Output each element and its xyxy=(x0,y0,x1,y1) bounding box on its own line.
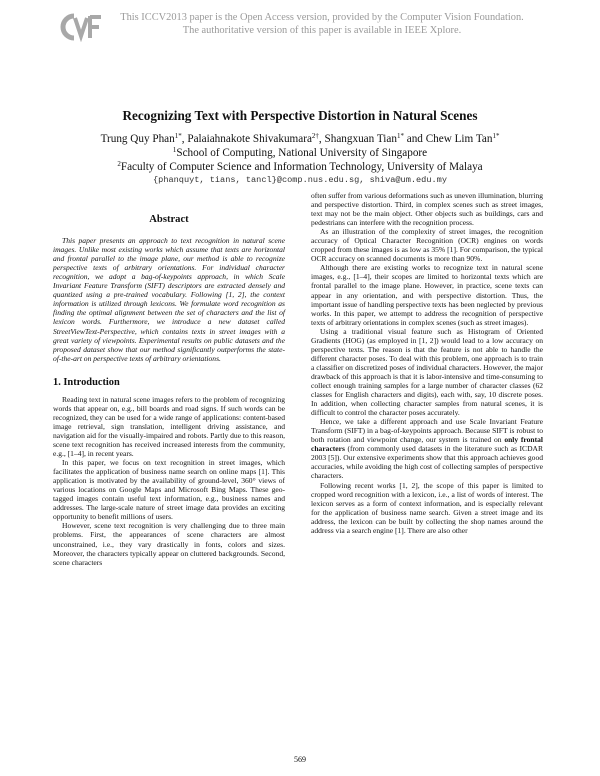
banner-line-1: This ICCV2013 paper is the Open Access version, provided by the Computer Vision Foundation. xyxy=(120,12,524,23)
author-mark: 1* xyxy=(396,132,404,140)
author-name: Chew Lim Tan xyxy=(425,133,493,145)
affiliation-number: 2 xyxy=(117,160,121,168)
emphasis-text: only frontal characters xyxy=(311,435,544,454)
author-and: and xyxy=(403,133,426,145)
right-column xyxy=(311,191,543,535)
body-paragraph xyxy=(311,417,543,480)
affiliation-1 xyxy=(40,147,560,159)
banner-line-2: The authoritative version of this paper is available in IEEE Xplore. xyxy=(182,24,462,36)
author-emails: {phanquyt, tians, tancl}@comp.nus.edu.sg, shiva@um.edu.my xyxy=(153,175,447,185)
author-name: Shangxuan Tian xyxy=(324,133,397,145)
abstract-section xyxy=(53,236,285,363)
affiliation-number: 1 xyxy=(172,146,177,154)
body-text: (from commonly used datasets in the literature such as ICDAR 2003 [5]). Our extensive experiments show that this approach achieves good accuracies, while avoiding the high cost of collecting samples of perspective characters. xyxy=(311,444,543,481)
body-paragraph: As an illustration of the complexity of street images, the recognition accuracy of Optical Character Recognition (OCR) engines on words cropped from these images is as low as 35% [1]. For comparison, the typical OCR accuracy on scanned documents is more than 90%. xyxy=(311,227,543,264)
author-mark: 2† xyxy=(311,132,319,140)
page-number: 569 xyxy=(294,755,306,764)
left-column xyxy=(53,207,285,567)
body-paragraph: Although there are existing works to recognize text in natural scene images, e.g., [1–4], their scopes are limited to horizontal texts which are frontal parallel to the image plane. However, in practice, scene texts can appear in any orientation, and with perspective distortion. Thus, the important issue of handling perspective texts has been neglected by previous works. In this paper, we attempt to address the recognition of perspective texts of arbitrary orientations in complex scenes (such as street images). xyxy=(311,263,543,327)
author-list xyxy=(40,133,560,145)
introduction-heading: 1. Introduction xyxy=(53,376,120,388)
intro-paragraph: However, scene text recognition is very challenging due to three main problems. First, the appearances of scene characters are almost unconstrained, i.e., they vary drastically in fonts, colors and sizes. Moreover, the characters typically appear on cluttered backgrounds. Second, scene characters xyxy=(53,521,285,567)
body-paragraph: Following recent works [1, 2], the scope of this paper is limited to cropped word recognition with a lexicon, i.e., a list of words of interest. The lexicon serves as a form of context information, and is especially relevant for the application of business name search. Given a street image and its address, the lexicon can be built by collecting the shop names around the address via a search engine [1]. There are also other xyxy=(311,480,543,535)
author-name: Trung Quy Phan xyxy=(100,133,175,145)
body-text: Hence, we take a different approach and use Scale Invariant Feature Transform (SIFT) in a bag-of-keypoints approach. Because SIFT is robust to both rotation and viewpoint change, our system is trained on xyxy=(311,417,543,445)
open-access-banner xyxy=(112,12,532,37)
cvf-logo xyxy=(60,12,104,42)
author-mark: 1* xyxy=(492,132,500,140)
author-mark: 1* xyxy=(174,132,182,140)
author-separator: , xyxy=(181,133,188,145)
paper-title: Recognizing Text with Perspective Distortion in Natural Scenes xyxy=(122,108,478,123)
author-name: Palaiahnakote Shivakumara xyxy=(187,133,312,145)
affiliation-text: School of Computing, National University of Singapore xyxy=(176,147,428,159)
abstract-heading: Abstract xyxy=(149,214,189,225)
body-paragraph: Using a traditional visual feature such as Histogram of Oriented Gradients (HOG) (as employed in [1, 2]) would lead to a low accuracy on perspective texts. The reason is that the feature is not able to handle the different character poses. To deal with this problem, one approach is to train a classifier on discretized poses of individual characters. However, the major drawback of this approach is that it is labor-intensive and time-consuming to collect enough training samples for a large number of character classes (62 classes for English characters and digits), each with, say, 10 discrete poses. In addition, when collecting character samples from natural scenes, it is difficult to control the character poses accurately. xyxy=(311,326,543,418)
intro-paragraph: In this paper, we focus on text recognition in street images, which facilitates the application of business name search on online maps [1]. This application is motivated by the availability of ground-level, 360° views of various locations on Google Maps and Microsoft Bing Maps. These geo-tagged images contain useful text information, e.g., business names and addresses. The large-scale nature of street image data provides an exciting opportunity to benefit millions of users. xyxy=(53,458,285,522)
author-separator: , xyxy=(318,133,325,145)
body-paragraph: often suffer from various deformations such as uneven illumination, blurring and perspective distortion. Third, in complex scenes such as street images, text may not be the main object. Other objects such as buildings, cars and pedestrians can interfere with the recognition process. xyxy=(311,191,543,228)
affiliation-2 xyxy=(40,161,560,173)
intro-paragraph: Reading text in natural scene images refers to the problem of recognizing words that appear on, e.g., bill boards and road signs. If such words can be recognized, they can be used for a wide range of applications: content-based image retrieval, sign translation, intelligent driving assistance, and navigation aid for the visually-impaired and robots. Partly due to this reason, scene text recognition has received increased interests from the community, e.g., [1–4], in recent years. xyxy=(53,394,286,459)
abstract-text: This paper presents an approach to text recognition in natural scene images. Unlike most existing works which assume that texts are horizontal and frontal parallel to the image plane, our method is able to recognize perspective texts of arbitrary orientations. For individual character recognition, we adopt a bag-of-keypoints approach, in which Scale Invariant Feature Transform (SIFT) descriptors are extracted densely and quantized using a pre-trained vocabulary. Following [1, 2], the context information is utilized through lexicons. We formulate word recognition as finding the optimal alignment between the set of characters and the list of lexicon words. Furthermore, we introduce a new dataset called StreetViewText-Perspective, which contains texts in street images with a great variety of viewpoints. Experimental results on public datasets and the proposed dataset show that our method significantly outperforms the state-of-the-art on perspective texts of arbitrary orientations. xyxy=(53,236,285,363)
affiliation-text: Faculty of Computer Science and Information Technology, University of Malaya xyxy=(120,161,483,173)
